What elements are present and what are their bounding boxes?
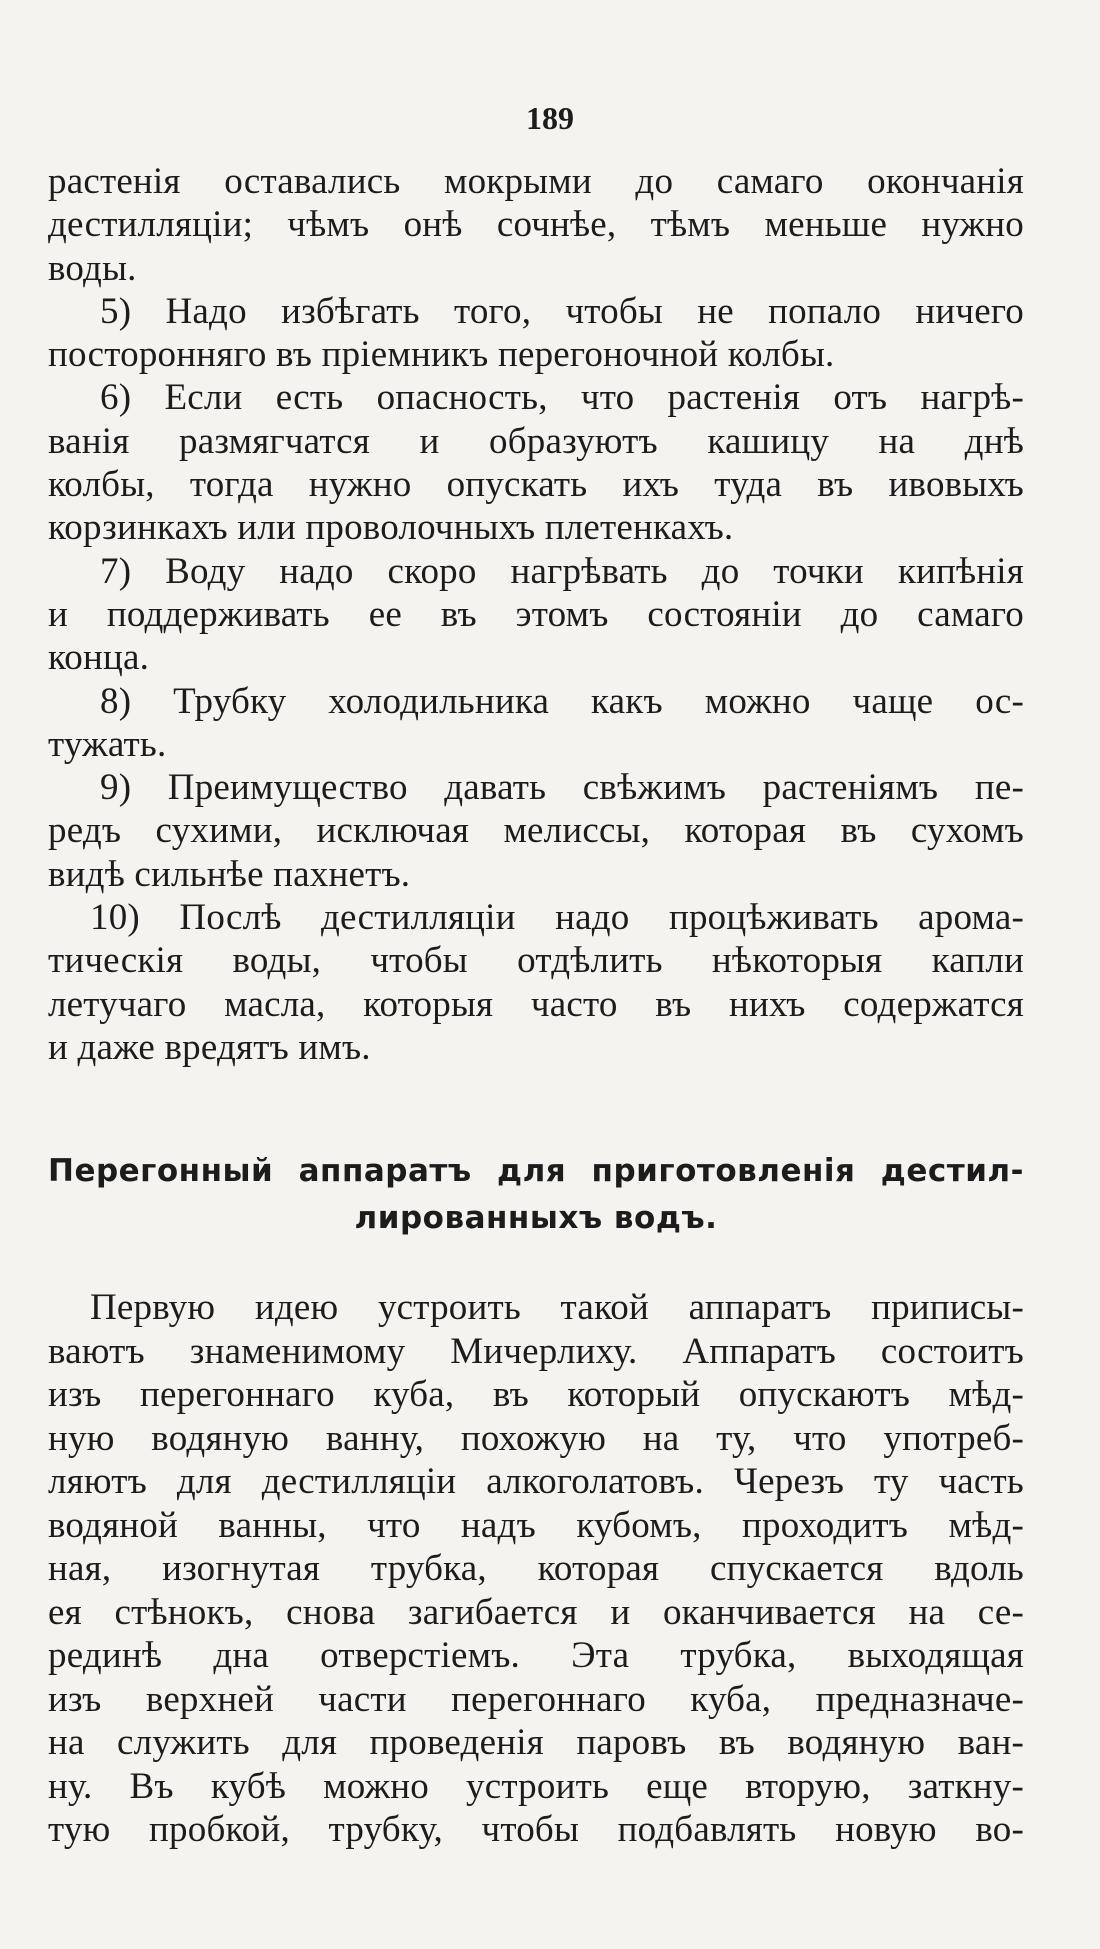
text-line: и даже вредятъ имъ. (48, 1026, 371, 1068)
text-line: изъ верхней части перегоннаго куба, предназначе- (48, 1678, 1024, 1720)
text-line: редъ сухими, исключая мелиссы, которая въ сухомъ (48, 810, 1024, 852)
section-body-text (48, 1286, 1024, 1852)
text-line: изъ перегоннаго куба, въ который опускаютъ мѣд- (48, 1374, 1024, 1415)
section-heading-line-1: Перегонный аппаратъ для приготовленія дестил- (48, 1153, 1024, 1189)
text-line: колбы, тогда нужно опускать ихъ туда въ ивовыхъ (48, 464, 1024, 506)
list-item-5-line: 5) Надо избѣгать того, чтобы не попало ничего (100, 290, 1024, 332)
text-line: воды. (48, 247, 137, 289)
text-line: ванія размягчатся и образуютъ кашицу на днѣ (48, 420, 1024, 462)
text-line: ную водяную ванну, похожую на ту, что употреб- (48, 1417, 1024, 1459)
text-line: ная, изогнутая трубка, которая спускается вдоль (48, 1548, 1024, 1589)
text-line: конца. (48, 637, 150, 679)
text-line: рединѣ дна отверстіемъ. Эта трубка, выходящая (48, 1635, 1024, 1676)
text-line: тую пробкой, трубку, чтобы подбавлять новую во- (48, 1809, 1024, 1850)
text-line: корзинкахъ или проволочныхъ плетенкахъ. (48, 507, 734, 549)
text-line: ея стѣнокъ, снова загибается и оканчивается на се- (48, 1591, 1024, 1633)
text-line: водяной ванны, что надъ кубомъ, проходитъ мѣд- (48, 1504, 1024, 1546)
text-line: тужать. (48, 723, 167, 765)
section-heading (48, 1148, 1024, 1242)
text-line: ваютъ знаменимому Мичерлиху. Аппаратъ состоитъ (48, 1330, 1024, 1372)
text-line: и поддерживать ее въ этомъ состояніи до самаго (48, 593, 1024, 635)
text-line: ляютъ для дестилляціи алкоголатовъ. Черезъ ту часть (48, 1461, 1024, 1502)
text-line: дестилляціи; чѣмъ онѣ сочнѣе, тѣмъ меньше нужно (48, 204, 1024, 246)
paragraph-first-line: Первую идею устроить такой аппаратъ приписы- (90, 1287, 1024, 1328)
list-item-8-line: 8) Трубку холодильника какъ можно чаще ос- (100, 680, 1024, 722)
list-item-10-line: 10) Послѣ дестилляціи надо процѣживать арома- (90, 897, 1024, 939)
list-item-6-line: 6) Если есть опасность, что растенія отъ нагрѣ- (100, 377, 1024, 419)
text-line: посторонняго въ пріемникъ перегоночной колбы. (48, 334, 835, 376)
text-line: летучаго масла, которыя часто въ нихъ содержатся (48, 983, 1024, 1025)
list-text-block (48, 160, 1024, 1069)
list-item-7-line: 7) Воду надо скоро нагрѣвать до точки кипѣнія (100, 550, 1024, 592)
text-line: видѣ сильнѣе пахнетъ. (48, 853, 411, 895)
text-line: тическія воды, чтобы отдѣлить нѣкоторыя капли (48, 940, 1024, 982)
text-line: ну. Въ кубѣ можно устроить еще вторую, заткну- (48, 1765, 1024, 1807)
text-line: растенія оставались мокрыми до самаго окончанія (48, 161, 1024, 202)
list-item-9-line: 9) Преимущество давать свѣжимъ растеніямъ пе- (100, 767, 1024, 809)
text-line: на служить для проведенія паровъ въ водяную ван- (48, 1722, 1024, 1763)
page-number: 189 (526, 100, 574, 136)
section-heading-line-2: лированныхъ водъ. (354, 1200, 718, 1236)
